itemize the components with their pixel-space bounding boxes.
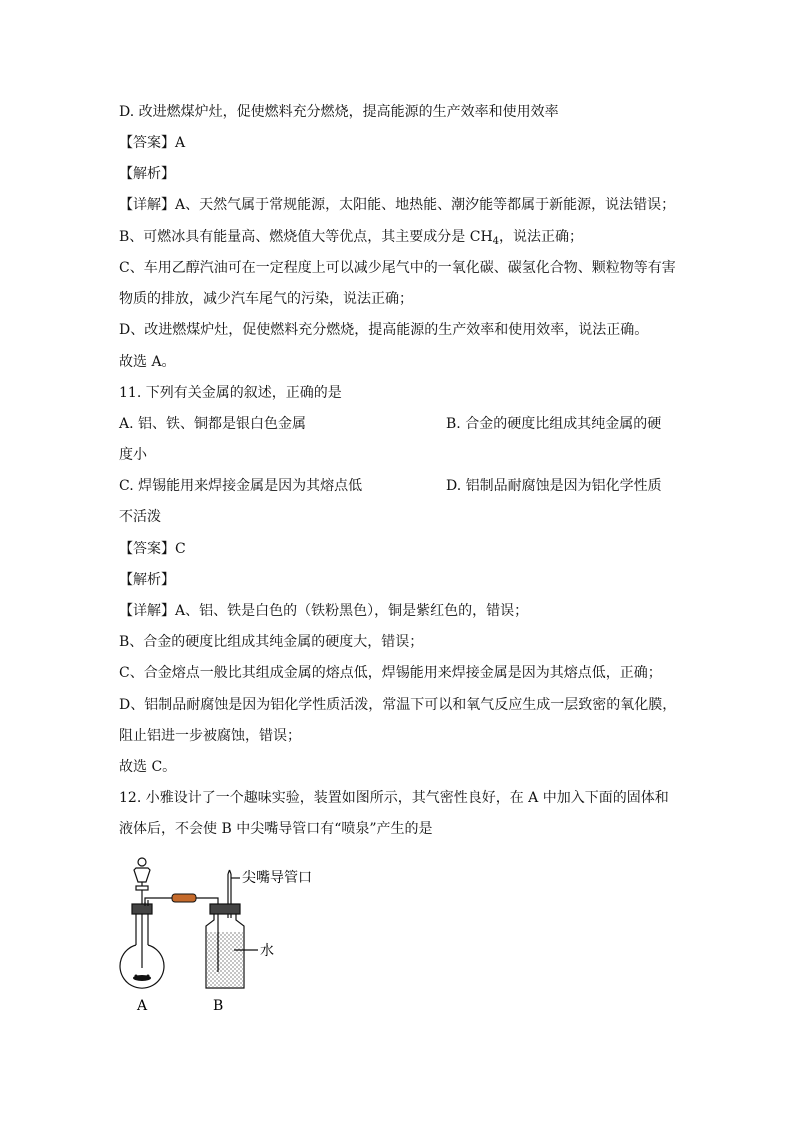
q11-conclusion: 故选 C。 <box>119 759 177 775</box>
q11-detail-d: D、铝制品耐腐蚀是因为铝化学性质活泼，常温下可以和氧气反应生成一层致密的氧化膜， <box>119 697 677 713</box>
detail-b-text: B、可燃冰具有能量高、燃烧值大等优点，其主要成分是 CH <box>119 229 493 245</box>
label-nozzle: 尖嘴导管口 <box>242 870 312 886</box>
detail-c-line1: C、车用乙醇汽油可在一定程度上可以减少尾气中的一氧化碳、碳氢化合物、颗粒物等有害 <box>119 260 676 276</box>
flask-a <box>120 858 172 988</box>
detail-b <box>119 227 583 247</box>
q11-detail-a: 【详解】A、铝、铁是白色的（铁粉黑色），铜是紫红色的，错误； <box>119 603 529 619</box>
detail-c-line2: 物质的排放，减少汽车尾气的污染，说法正确； <box>119 291 413 307</box>
q11-analysis-label: 【解析】 <box>119 572 175 588</box>
label-a: A <box>137 998 148 1014</box>
solid-sample <box>133 975 151 982</box>
question-12-line1: 12. 小雅设计了一个趣味实验，装置如图所示，其气密性良好，在 A 中加入下面的固体和 <box>119 790 669 806</box>
q11-option-b-cont: 度小 <box>119 447 147 463</box>
detail-a: 【详解】A、天然气属于常规能源，太阳能、地热能、潮汐能等都属于新能源，说法错误； <box>119 197 676 213</box>
q11-detail-b: B、合金的硬度比组成其纯金属的硬度大，错误； <box>119 634 424 650</box>
q11-option-b: B. 合金的硬度比组成其纯金属的硬 <box>446 416 662 432</box>
water <box>207 932 243 987</box>
q11-option-a: A. 铝、铁、铜都是银白色金属 <box>119 416 307 432</box>
q11-option-d-cont: 不活泼 <box>119 509 161 525</box>
label-water: 水 <box>260 943 274 959</box>
detail-b-tail: ，说法正确； <box>499 229 584 245</box>
question-11: 11. 下列有关金属的叙述，正确的是 <box>119 385 342 401</box>
rubber-tube <box>172 894 196 902</box>
conclusion: 故选 A。 <box>119 354 176 370</box>
q11-answer: 【答案】C <box>119 541 186 557</box>
q11-detail-c: C、合金熔点一般比其组成金属的熔点低，焊锡能用来焊接金属是因为其熔点低，正确； <box>119 665 662 681</box>
detail-d: D、改进燃煤炉灶，促使燃料充分燃烧，提高能源的生产效率和使用效率，说法正确。 <box>119 322 649 338</box>
analysis-label: 【解析】 <box>119 166 175 182</box>
option-d-text: D. 改进燃煤炉灶，促使燃料充分燃烧，提高能源的生产效率和使用效率 <box>119 104 559 120</box>
q11-option-c: C. 焊锡能用来焊接金属是因为其熔点低 <box>119 478 363 494</box>
question-12-line2: 液体后，不会使 B 中尖嘴导管口有“喷泉”产生的是 <box>119 821 433 837</box>
answer-label: 【答案】A <box>119 135 186 151</box>
label-b: B <box>213 998 224 1014</box>
q11-option-d: D. 铝制品耐腐蚀是因为铝化学性质 <box>446 478 662 494</box>
q11-detail-d-cont: 阻止铝进一步被腐蚀，错误； <box>119 728 301 744</box>
detail-b-subscript: 4 <box>492 236 500 247</box>
apparatus-diagram <box>110 840 330 1020</box>
